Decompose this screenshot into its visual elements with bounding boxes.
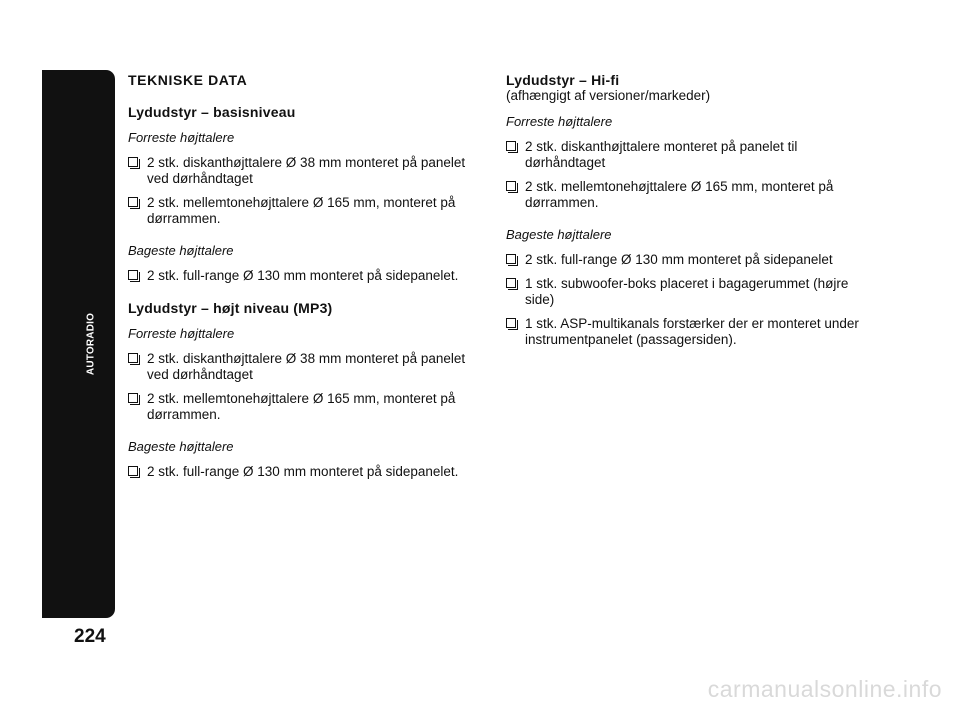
- rear-speakers-list: [506, 252, 866, 348]
- section-heading-hifi: Lydudstyr – Hi-fi: [506, 72, 620, 88]
- checkbox-bullet-icon: [506, 278, 516, 288]
- checkbox-bullet-icon: [128, 270, 138, 280]
- list-item: 2 stk. diskanthøjttalere monteret på panelet til dørhåndtaget: [506, 139, 866, 171]
- rear-speakers-list: [128, 268, 483, 284]
- checkbox-bullet-icon: [506, 181, 516, 191]
- front-speakers-list: [506, 139, 866, 211]
- front-speakers-label: Forreste højttalere: [128, 130, 235, 145]
- rear-speakers-list: [128, 464, 483, 480]
- section-heading-basic: Lydudstyr – basisniveau: [128, 104, 296, 120]
- list-item: 2 stk. full-range Ø 130 mm monteret på sidepanelet.: [128, 268, 483, 284]
- checkbox-bullet-icon: [128, 197, 138, 207]
- checkbox-bullet-icon: [128, 393, 138, 403]
- rear-speakers-label: Bageste højttalere: [128, 439, 234, 454]
- checkbox-bullet-icon: [506, 141, 516, 151]
- rear-speakers-label: Bageste højttalere: [128, 243, 234, 258]
- list-item: 2 stk. diskanthøjttalere Ø 38 mm monteret på panelet ved dørhåndtaget: [128, 351, 483, 383]
- page-title: TEKNISKE DATA: [128, 72, 248, 88]
- checkbox-bullet-icon: [128, 353, 138, 363]
- rear-speakers-label: Bageste højttalere: [506, 227, 612, 242]
- section-side-label: AUTORADIO: [85, 312, 97, 376]
- checkbox-bullet-icon: [128, 157, 138, 167]
- list-item: 2 stk. mellemtonehøjttalere Ø 165 mm, monteret på dørrammen.: [128, 195, 483, 227]
- watermark: carmanualsonline.info: [707, 676, 942, 702]
- list-item: 1 stk. subwoofer-boks placeret i bagagerummet (højre side): [506, 276, 866, 308]
- front-speakers-list: [128, 351, 483, 423]
- list-item: 2 stk. mellemtonehøjttalere Ø 165 mm, monteret på dørrammen.: [506, 179, 866, 211]
- front-speakers-label: Forreste højttalere: [128, 326, 235, 341]
- side-tab-bar: [42, 70, 115, 618]
- right-column: [506, 72, 866, 356]
- checkbox-bullet-icon: [506, 254, 516, 264]
- left-column: [128, 72, 483, 488]
- list-item: 2 stk. diskanthøjttalere Ø 38 mm monteret på panelet ved dørhåndtaget: [128, 155, 483, 187]
- list-item: 2 stk. mellemtonehøjttalere Ø 165 mm, monteret på dørrammen.: [128, 391, 483, 423]
- list-item: 1 stk. ASP-multikanals forstærker der er monteret under instrumentpanelet (passagersiden).: [506, 316, 866, 348]
- front-speakers-list: [128, 155, 483, 227]
- section-heading-high: Lydudstyr – højt niveau (MP3): [128, 300, 333, 316]
- section-note: (afhængigt af versioner/markeder): [506, 88, 711, 103]
- list-item: 2 stk. full-range Ø 130 mm monteret på sidepanelet.: [128, 464, 483, 480]
- checkbox-bullet-icon: [128, 466, 138, 476]
- page-number: 224: [74, 626, 106, 647]
- front-speakers-label: Forreste højttalere: [506, 114, 613, 129]
- checkbox-bullet-icon: [506, 318, 516, 328]
- list-item: 2 stk. full-range Ø 130 mm monteret på sidepanelet: [506, 252, 866, 268]
